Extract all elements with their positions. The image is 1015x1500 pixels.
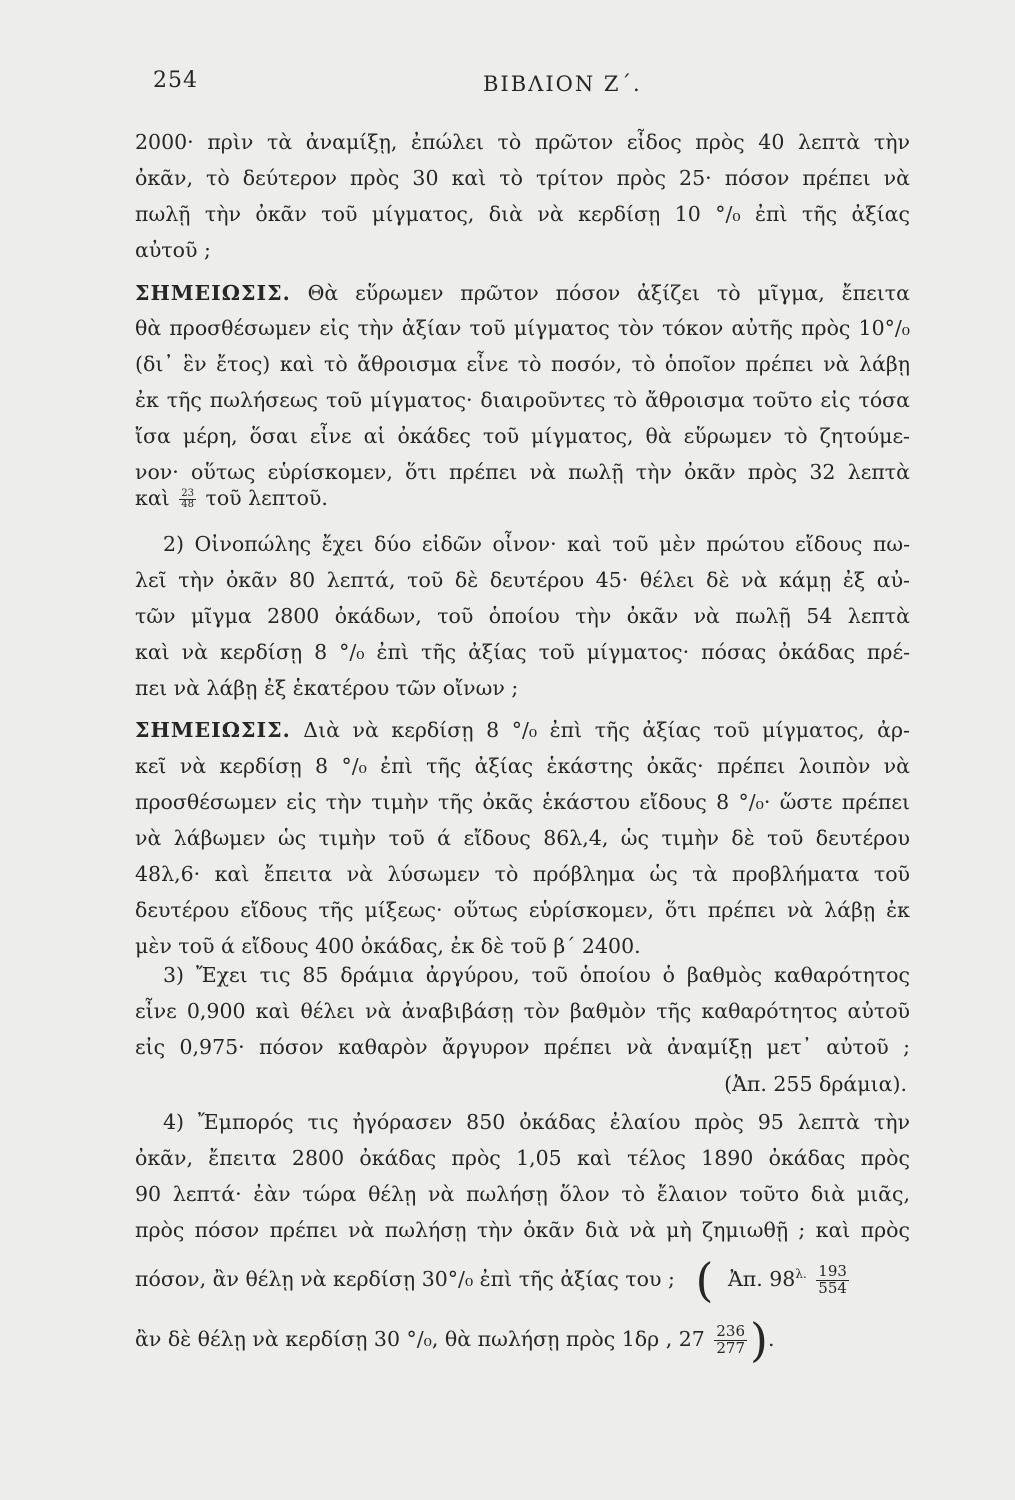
- text-line: καὶ νὰ κερδίσῃ 8 °/₀ ἐπὶ τῆς ἀξίας τοῦ μίγματος· πόσας ὀκάδας πρέ-: [135, 640, 910, 664]
- text-line: (δι᾿ ἓν ἔτος) καὶ τὸ ἄθροισμα εἶνε τὸ ποσόν, τὸ ὁποῖον πρέπει νὰ λάβῃ: [135, 352, 910, 376]
- note-heading: ΣΗΜΕΙΩΣΙΣ.: [135, 281, 291, 305]
- text-line-with-fraction: [135, 488, 910, 511]
- text-line: 3) Ἔχει τις 85 δράμια ἀργύρου, τοῦ ὁποίου ὁ βαθμὸς καθαρότητος: [163, 963, 910, 987]
- text-line: 90 λεπτά· ἐὰν τώρα θέλῃ νὰ πωλήσῃ ὅλον τὸ ἔλαιον τοῦτο διὰ μιᾶς,: [135, 1182, 910, 1206]
- text-line: εἶνε 0,900 καὶ θέλει νὰ ἀναβιβάσῃ τὸν βαθμὸν τῆς καθαρότητος αὐτοῦ: [135, 999, 910, 1023]
- text-line: 2) Οἰνοπώλης ἔχει δύο εἰδῶν οἶνον· καὶ τοῦ μὲν πρώτου εἴδους πω-: [163, 532, 910, 556]
- note-line: [135, 720, 910, 741]
- text-line: μὲν τοῦ ά εἴδους 400 ὀκάδας, ἐκ δὲ τοῦ β΄ 2400.: [135, 934, 641, 958]
- text-line: πρὸς πόσον πρέπει νὰ πωλήσῃ τὴν ὀκᾶν διὰ νὰ μὴ ζημιωθῇ ; καὶ πρὸς: [135, 1218, 910, 1242]
- text-line: εἰς 0,975· πόσον καθαρὸν ἄργυρον πρέπει νὰ ἀναμίξῃ μετ᾿ αὐτοῦ ;: [135, 1035, 910, 1059]
- note-text: Διὰ νὰ κερδίσῃ 8 °/₀ ἐπὶ τῆς ἀξίας τοῦ μίγματος, ἀρ-: [303, 718, 910, 742]
- note-line: [135, 283, 910, 304]
- fraction: [714, 1324, 747, 1357]
- text-segment: πόσον, ἂν θέλῃ νὰ κερδίσῃ 30°/₀ ἐπὶ τῆς ἀξίας του ;: [135, 1266, 675, 1291]
- text-line: νὰ λάβωμεν ὡς τιμὴν τοῦ ά εἴδους 86λ,4, ὡς τιμὴν δὲ τοῦ δευτέρου: [135, 826, 910, 850]
- final-period: .: [767, 1326, 775, 1351]
- text-segment: καὶ: [135, 486, 170, 510]
- running-head: ΒΙΒΛΙΟΝ Ζ΄.: [483, 72, 642, 96]
- text-line: πει νὰ λάβῃ ἐξ ἑκατέρου τῶν οἴνων ;: [135, 676, 519, 700]
- text-line: προσθέσωμεν εἰς τὴν τιμὴν τῆς ὀκᾶς ἑκάστου εἴδους 8 °/₀· ὥστε πρέπει: [135, 790, 910, 814]
- text-line: νον· οὕτως εὑρίσκομεν, ὅτι πρέπει νὰ πωλῇ τὴν ὀκᾶν πρὸς 32 λεπτὰ: [135, 460, 910, 484]
- fraction-denominator: 554: [818, 1278, 847, 1297]
- text-segment: τοῦ λεπτοῦ.: [205, 486, 328, 510]
- fraction: [179, 489, 196, 511]
- text-line: αὐτοῦ ;: [135, 238, 211, 262]
- text-line-with-answer: [135, 1253, 910, 1307]
- text-line: 4) Ἔμπορός τις ἠγόρασεν 850 ὀκάδας ἐλαίου πρὸς 95 λεπτὰ τὴν: [163, 1110, 910, 1134]
- text-line: 2000· πρὶν τὰ ἀναμίξῃ, ἐπώλει τὸ πρῶτον εἶδος πρὸς 40 λεπτὰ τὴν: [135, 130, 910, 154]
- text-line: 48λ,6· καὶ ἔπειτα νὰ λύσωμεν τὸ πρόβλημα ὡς τὰ προβλήματα τοῦ: [135, 862, 910, 886]
- text-segment: ἂν δὲ θέλῃ νὰ κερδίσῃ 30 °/₀, θὰ πωλήσῃ πρὸς 1δρ , 27: [135, 1326, 705, 1351]
- text-line: θὰ προσθέσωμεν εἰς τὴν ἀξίαν τοῦ μίγματος τὸν τόκον αὐτῆς πρὸς 10°/₀: [135, 316, 910, 340]
- close-parenthesis: ): [750, 1313, 768, 1367]
- fraction-denominator: 277: [716, 1338, 745, 1357]
- text-line: ἐκ τῆς πωλήσεως τοῦ μίγματος· διαιροῦντες τὸ ἄθροισμα τοῦτο εἰς τόσα: [135, 388, 910, 412]
- note-heading: ΣΗΜΕΙΩΣΙΣ.: [135, 718, 291, 742]
- text-line-with-answer: [135, 1313, 910, 1367]
- fraction-numerator: 236: [716, 1322, 745, 1341]
- text-line: ὀκᾶν, τὸ δεύτερον πρὸς 30 καὶ τὸ τρίτον πρὸς 25· πόσον πρέπει νὰ: [135, 166, 910, 190]
- text-line: ἴσα μέρη, ὅσαι εἶνε αἱ ὀκάδες τοῦ μίγματος, θὰ εὕρωμεν τὸ ζητούμε-: [135, 424, 910, 448]
- page-number: 254: [153, 68, 198, 93]
- lambda-superscript: λ.: [795, 1267, 807, 1282]
- text-line: τῶν μῖγμα 2800 ὀκάδων, τοῦ ὁποίου τὴν ὀκᾶν νὰ πωλῇ 54 λεπτὰ: [135, 604, 910, 628]
- note-text: Θὰ εὕρωμεν πρῶτον πόσον ἀξίζει τὸ μῖγμα, ἔπειτα: [307, 281, 910, 305]
- text-line: δευτέρου εἴδους τῆς μίξεως· οὕτως εὑρίσκομεν, ὅτι πρέπει νὰ λάβῃ ἐκ: [135, 898, 910, 922]
- answer-text: Ἀπ. 98: [727, 1266, 796, 1291]
- fraction-denominator: 48: [181, 499, 194, 510]
- fraction: [816, 1264, 849, 1297]
- text-line: κεῖ νὰ κερδίσῃ 8 °/₀ ἐπὶ τῆς ἀξίας ἑκάστης ὀκᾶς· πρέπει λοιπὸν νὰ: [135, 754, 910, 778]
- answer-line: (Ἀπ. 255 δράμια).: [724, 1072, 907, 1096]
- text-line: ὀκᾶν, ἔπειτα 2800 ὀκάδας πρὸς 1,05 καὶ τέλος 1890 ὀκάδας πρὸς: [135, 1146, 910, 1170]
- page-header: [153, 68, 913, 108]
- text-line: πωλῇ τὴν ὀκᾶν τοῦ μίγματος, διὰ νὰ κερδίσῃ 10 °/₀ ἐπὶ τῆς ἀξίας: [135, 202, 910, 226]
- open-parenthesis: (: [695, 1253, 714, 1307]
- text-line: λεῖ τὴν ὀκᾶν 80 λεπτά, τοῦ δὲ δευτέρου 45· θέλει δὲ νὰ κάμῃ ἐξ αὐ-: [135, 568, 910, 592]
- fraction-numerator: 193: [818, 1262, 847, 1281]
- fraction-numerator: 23: [181, 487, 194, 499]
